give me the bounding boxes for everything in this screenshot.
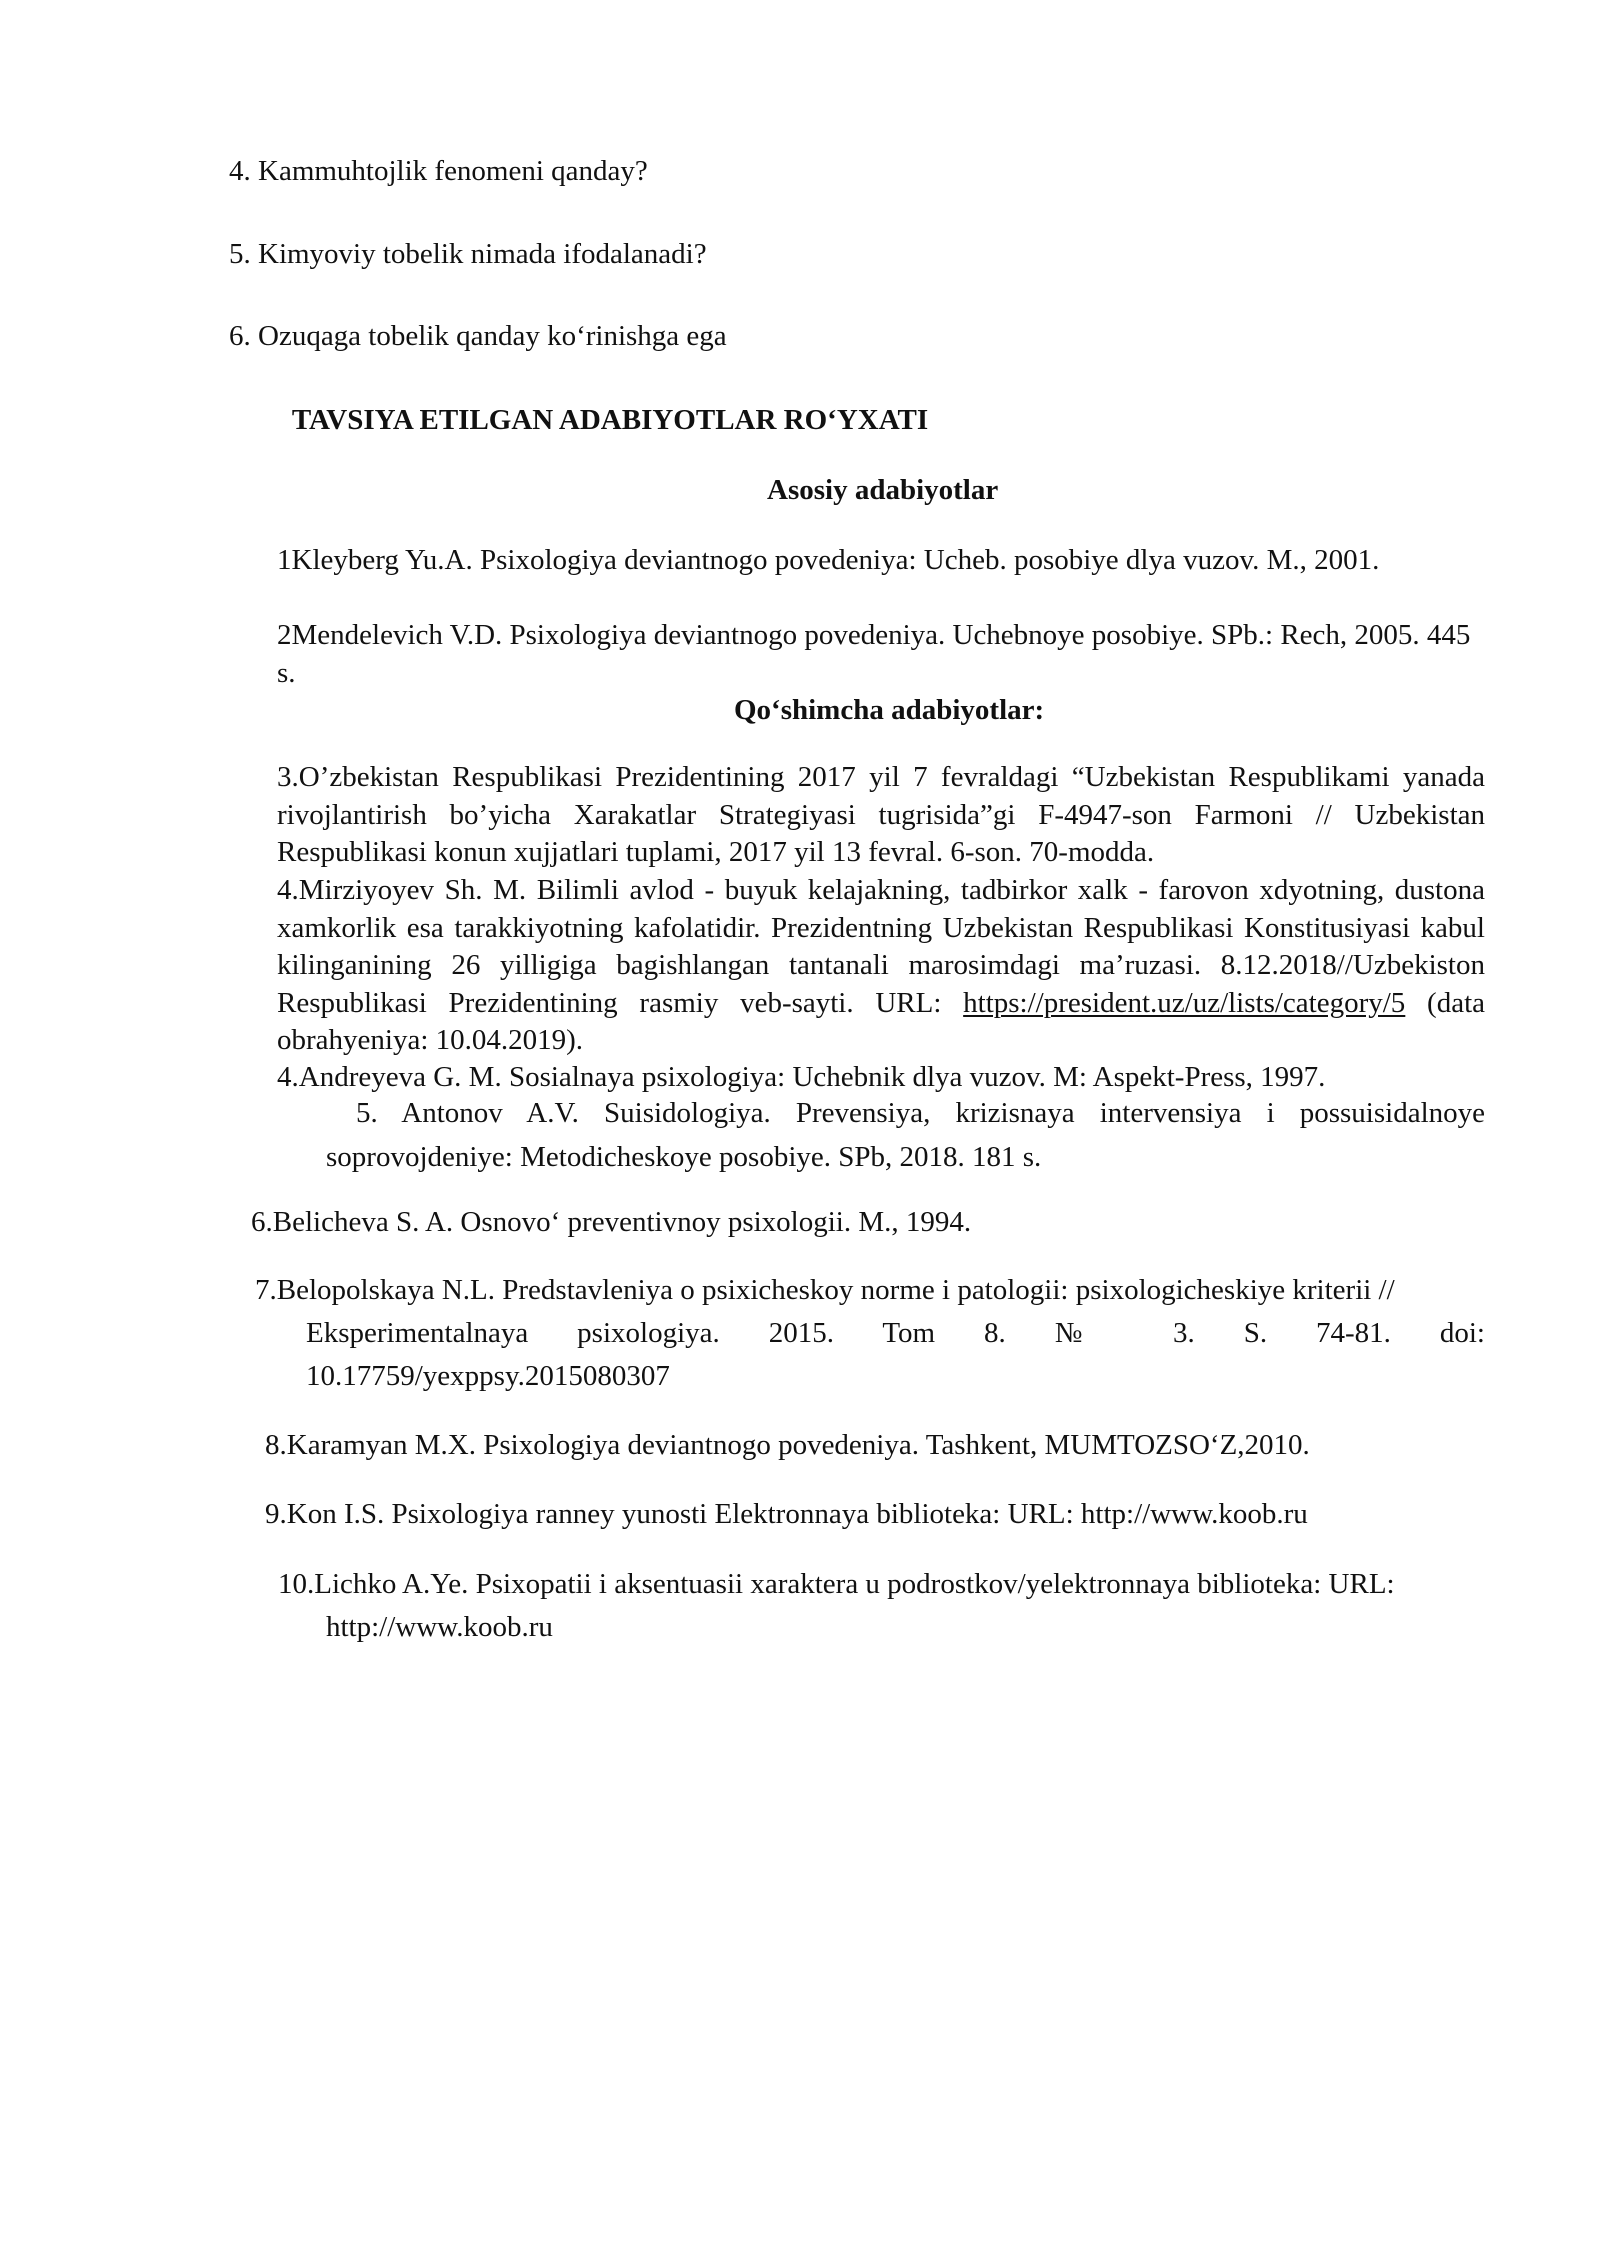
question-4: 4. Kammuhtojlik fenomeni qanday? [229,155,648,187]
president-site-link[interactable]: https://president.uz/uz/lists/category/5 [963,986,1406,1019]
reference-9: 9.Kon I.S. Psixologiya ranney yunosti Elektronnaya biblioteka: URL: http://www.koob.ru [265,1498,1308,1530]
basic-literature-heading: Asosiy adabiyotlar [767,474,999,506]
reference-7-line-2: Eksperimentalnaya psixologiya. 2015. Tom 8. № 3. S. 74-81. doi: [306,1317,1485,1349]
reference-6: 6.Belicheva S. A. Osnovo‘ preventivnoy psixologii. M., 1994. [251,1206,972,1238]
additional-literature-heading: Qo‘shimcha adabiyotlar: [734,694,1045,726]
reference-4b: 4.Andreyeva G. M. Sosialnaya psixologiya: Uchebnik dlya vuzov. M: Aspekt-Press, 1997. [277,1061,1326,1093]
reference-10-line-1: 10.Lichko A.Ye. Psixopatii i aksentuasii xaraktera u podrostkov/yelektronnaya biblioteka: URL: [278,1568,1395,1600]
reference-4 [277,872,1485,1060]
references-title: TAVSIYA ETILGAN ADABIYOTLAR RO‘YXATI [291,404,929,436]
reference-10-line-2: http://www.koob.ru [326,1611,553,1643]
reference-8: 8.Karamyan M.X. Psixologiya deviantnogo povedeniya. Tashkent, MUMTOZSO‘Z,2010. [265,1429,1310,1461]
reference-5-line-1: 5. Antonov A.V. Suisidologiya. Prevensiya, krizisnaya intervensiya i possuisidalnoye [356,1097,1485,1129]
question-6: 6. Ozuqaga tobelik qanday ko‘rinishga ega [229,320,727,352]
reference-2: 2Mendelevich V.D. Psixologiya deviantnogo povedeniya. Uchebnoye posobiye. SPb.: Rech, 2005. 445 s. [277,619,1471,689]
question-5: 5. Kimyoviy tobelik nimada ifodalanadi? [229,238,707,270]
reference-7-line-1: 7.Belopolskaya N.L. Predstavleniya o psixicheskoy norme i patologii: psixologicheskiye kriterii // [255,1274,1395,1306]
reference-3: 3.O’zbekistan Respublikasi Prezidentining 2017 yil 7 fevraldagi “Uzbekistan Respublikami yanada rivojlantirish bo’yicha Xarakatlar Strategiyasi tugrisida”gi F-4947-son Farmoni // Uzbekistan Respublikasi konun xujjatlari tuplami, 2017 yil 13 fevral. 6-son. 70-modda. [277,761,1485,868]
reference-5-line-2: soprovojdeniye: Metodicheskoye posobiye. SPb, 2018. 181 s. [326,1141,1042,1173]
reference-4-date: (data obrahyeniya: 10.04.2019). [277,986,1485,1056]
reference-7-line-3: 10.17759/yexppsy.2015080307 [306,1360,670,1392]
reference-1: 1Kleyberg Yu.A. Psixologiya deviantnogo povedeniya: Ucheb. posobiye dlya vuzov. M., 2001. [277,544,1380,576]
reference-4-text: 4.Mirziyoyev Sh. M. Bilimli avlod - buyuk kelajakning, tadbirkor xalk - farovon xdyotning, dustona xamkorlik esa tarakkiyotning kafolatidir. Prezidentning Uzbekistan Respublikasi Konstitusiyasi kabul kilinganining 26 yilligiga bagishlangan tantanali marosimdagi ma’ruzasi. 8.12.2018//Uzbekiston Respublikasi Prezidentining rasmiy veb-sayti. URL: [277,874,1485,1019]
